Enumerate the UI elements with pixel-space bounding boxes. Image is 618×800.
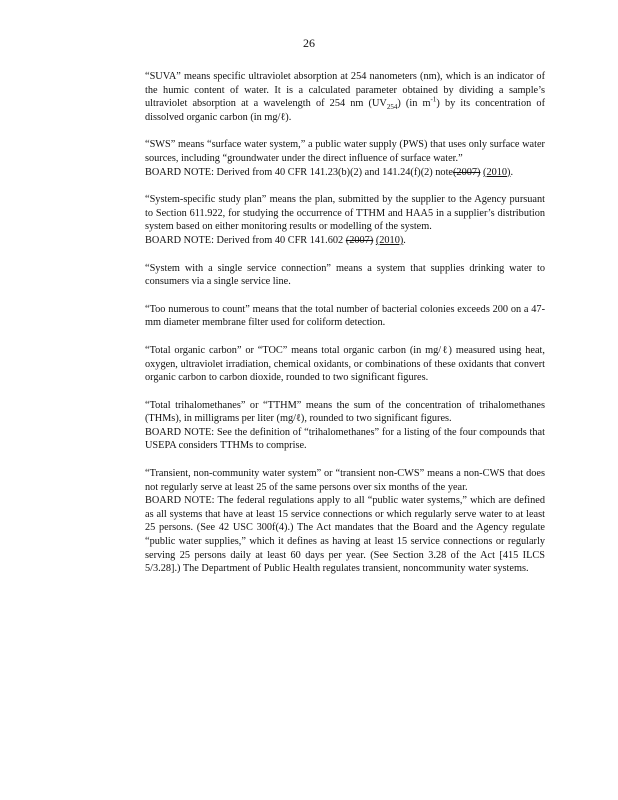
board-note bbox=[145, 166, 545, 180]
definition-text: “Transient, non-community water system” or “transient non-CWS” means a non-CWS that does not regularly serve at least 25 of the same persons over six months of the year. bbox=[145, 468, 545, 493]
definition-sws bbox=[145, 138, 545, 179]
definition-text: “System-specific study plan” means the plan, submitted by the supplier to the Agency pursuant to Section 611.922, for studying the occurrence of TTHM and HAA5 in a supplier’s distribution system based on either monitoring results or modelling of the system. bbox=[145, 194, 545, 233]
definition-too-numerous-to-count bbox=[145, 303, 545, 330]
board-note: BOARD NOTE: The federal regulations apply to all “public water systems,” which are defined as all systems that have at least 15 service connections or which regularly serve water to at least 25 persons. (See 42 USC 300f(4).) The Act mandates that the Board and the Agency regulate “public water supplies,” which it defines as having at least 15 service connections or regularly serving 25 persons daily at least 60 days per year. (See Section 3.28 of the Act [415 ILCS 5/3.28].) The Department of Public Health regulates transient, noncommunity water systems. bbox=[145, 495, 545, 575]
board-note-text: BOARD NOTE: Derived from 40 CFR 141.23(b)(2) and 141.24(f)(2) note bbox=[145, 166, 453, 178]
definition-single-service-connection bbox=[145, 262, 545, 289]
definitions-body bbox=[145, 70, 545, 590]
definition-text: ) by its concentration of dissolved organic carbon (in mg/ℓ). bbox=[145, 98, 546, 123]
subscript: 254 bbox=[386, 103, 398, 112]
definition-text: “Total organic carbon” or “TOC” means total organic carbon (in mg/ℓ) measured using heat, oxygen, ultraviolet irradiation, chemical oxidants, or combinations of these oxidants that convert organic carbon to carbon dioxide, rounded to two significant figures. bbox=[145, 344, 545, 384]
definition-toc bbox=[145, 344, 545, 385]
definition-text: “Too numerous to count” means that the total number of bacterial colonies exceeds 200 on a 47-mm diameter membrane filter used for coliform detection. bbox=[145, 303, 545, 329]
definition-system-specific-study-plan bbox=[145, 193, 545, 247]
definition-text: “SUVA” means specific ultraviolet absorption at 254 nanometers (nm), which is an indicator of the humic content of water. It is a calculated parameter obtained by dividing a sample’s ultraviolet absorption at a wavelength of 254 nm (UV bbox=[145, 71, 545, 110]
definition-suva bbox=[145, 70, 545, 124]
superscript: -1 bbox=[430, 95, 437, 104]
definition-text: ) (in m bbox=[397, 98, 431, 110]
definition-tthm bbox=[145, 399, 545, 453]
definition-transient-non-cws bbox=[145, 467, 545, 576]
inserted-text: (2010) bbox=[483, 166, 511, 178]
definition-text: “SWS” means “surface water system,” a public water supply (PWS) that uses only surface water sources, including “groundwater under the direct influence of surface water.” bbox=[145, 139, 545, 164]
board-note-text: . bbox=[403, 234, 406, 246]
board-note: BOARD NOTE: See the definition of “trihalomethanes” for a listing of the four compounds that USEPA considers TTHMs to comprise. bbox=[145, 426, 545, 452]
board-note bbox=[145, 234, 545, 248]
board-note-text: . bbox=[510, 166, 514, 178]
board-note-text: BOARD NOTE: Derived from 40 CFR 141.602 bbox=[145, 234, 344, 246]
definition-text: “System with a single service connection” means a system that supplies drinking water to consumers via a single service line. bbox=[145, 262, 545, 288]
page-number: 26 bbox=[303, 36, 315, 50]
definition-text: “Total trihalomethanes” or “TTHM” means the sum of the concentration of trihalomethanes (THMs), in milligrams per liter (mg/ℓ), rounded to two significant figures. bbox=[145, 399, 545, 425]
inserted-text: (2010) bbox=[375, 234, 404, 246]
struck-text: (2007) bbox=[453, 166, 481, 178]
struck-text: (2007) bbox=[345, 234, 374, 246]
